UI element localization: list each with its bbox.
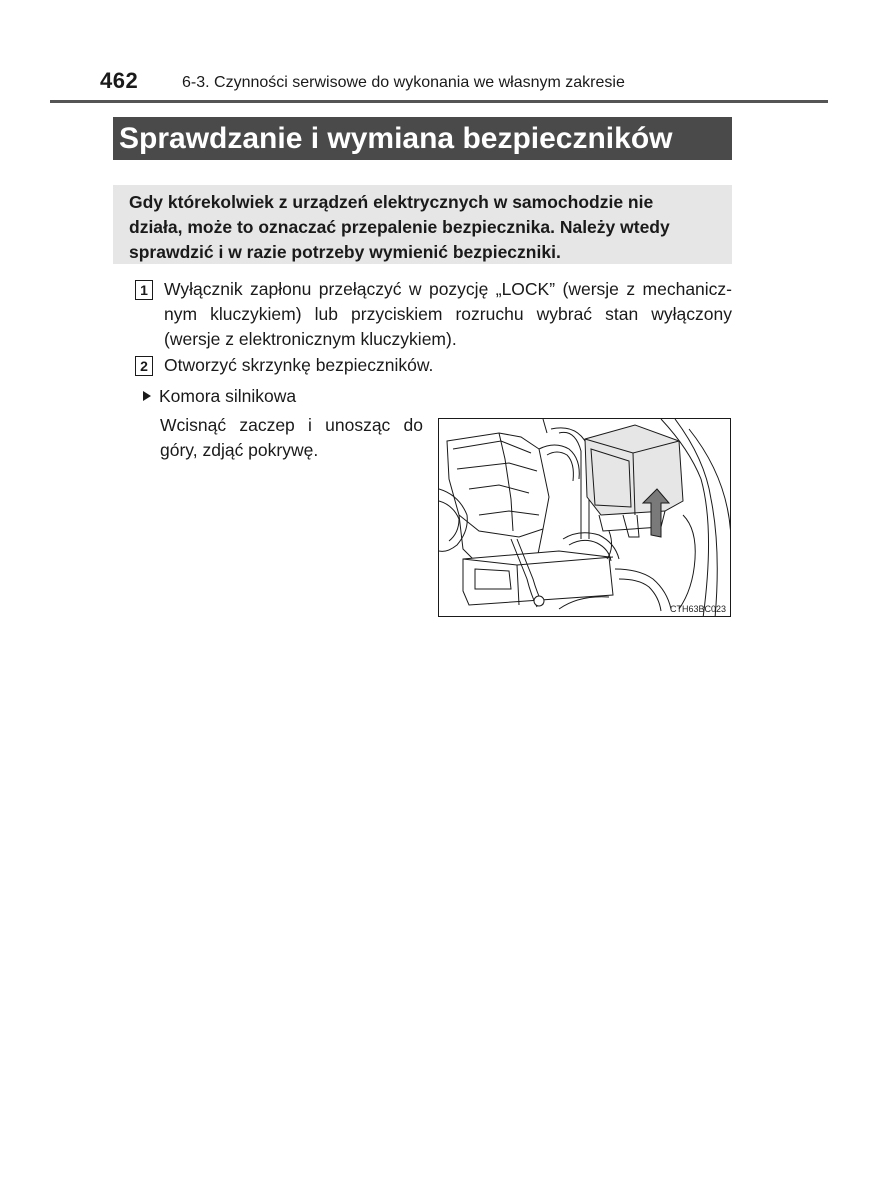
step-1 bbox=[135, 277, 732, 352]
step-line: nym kluczykiem) lub przyciskiem rozruchu wybrać stan wyłączony bbox=[164, 304, 732, 324]
subsection-heading bbox=[143, 384, 296, 409]
step-text bbox=[164, 277, 732, 352]
section-title: Sprawdzanie i wymiana bezpieczników bbox=[113, 117, 732, 160]
page-number: 462 bbox=[100, 68, 139, 93]
header-rule bbox=[50, 100, 828, 103]
step-2 bbox=[135, 353, 732, 378]
step-line: (wersje z elektronicznym kluczykiem). bbox=[164, 329, 457, 349]
step-number-badge: 2 bbox=[135, 356, 153, 376]
intro-line: działa, może to oznaczać przepalenie bezpiecznika. Należy wtedy bbox=[129, 217, 670, 237]
triangle-bullet-icon bbox=[143, 391, 151, 401]
engine-bay-figure bbox=[438, 418, 731, 617]
running-head: 6-3. Czynności serwisowe do wykonania we własnym zakresie bbox=[182, 74, 625, 91]
step-text bbox=[164, 353, 732, 378]
step-line: Wyłącznik zapłonu przełączyć w pozycję „LOCK” (wersje z mechanicz- bbox=[164, 279, 732, 299]
figure-code: CTH63BC023 bbox=[669, 604, 726, 614]
subsection-label: Komora silnikowa bbox=[159, 386, 297, 406]
intro-box bbox=[113, 185, 732, 264]
intro-line: sprawdzić i w razie potrzeby wymienić bezpieczniki. bbox=[129, 242, 561, 262]
intro-line: Gdy którekolwiek z urządzeń elektrycznych w samochodzie nie bbox=[129, 192, 654, 212]
description-line: Wcisnąć zaczep i unosząc do bbox=[160, 415, 423, 435]
subsection-description bbox=[160, 413, 423, 463]
step-number-badge: 1 bbox=[135, 280, 153, 300]
step-line: Otworzyć skrzynkę bezpieczników. bbox=[164, 355, 434, 375]
engine-bay-fuse-box-icon bbox=[439, 419, 731, 617]
description-line: góry, zdjąć pokrywę. bbox=[160, 440, 319, 460]
